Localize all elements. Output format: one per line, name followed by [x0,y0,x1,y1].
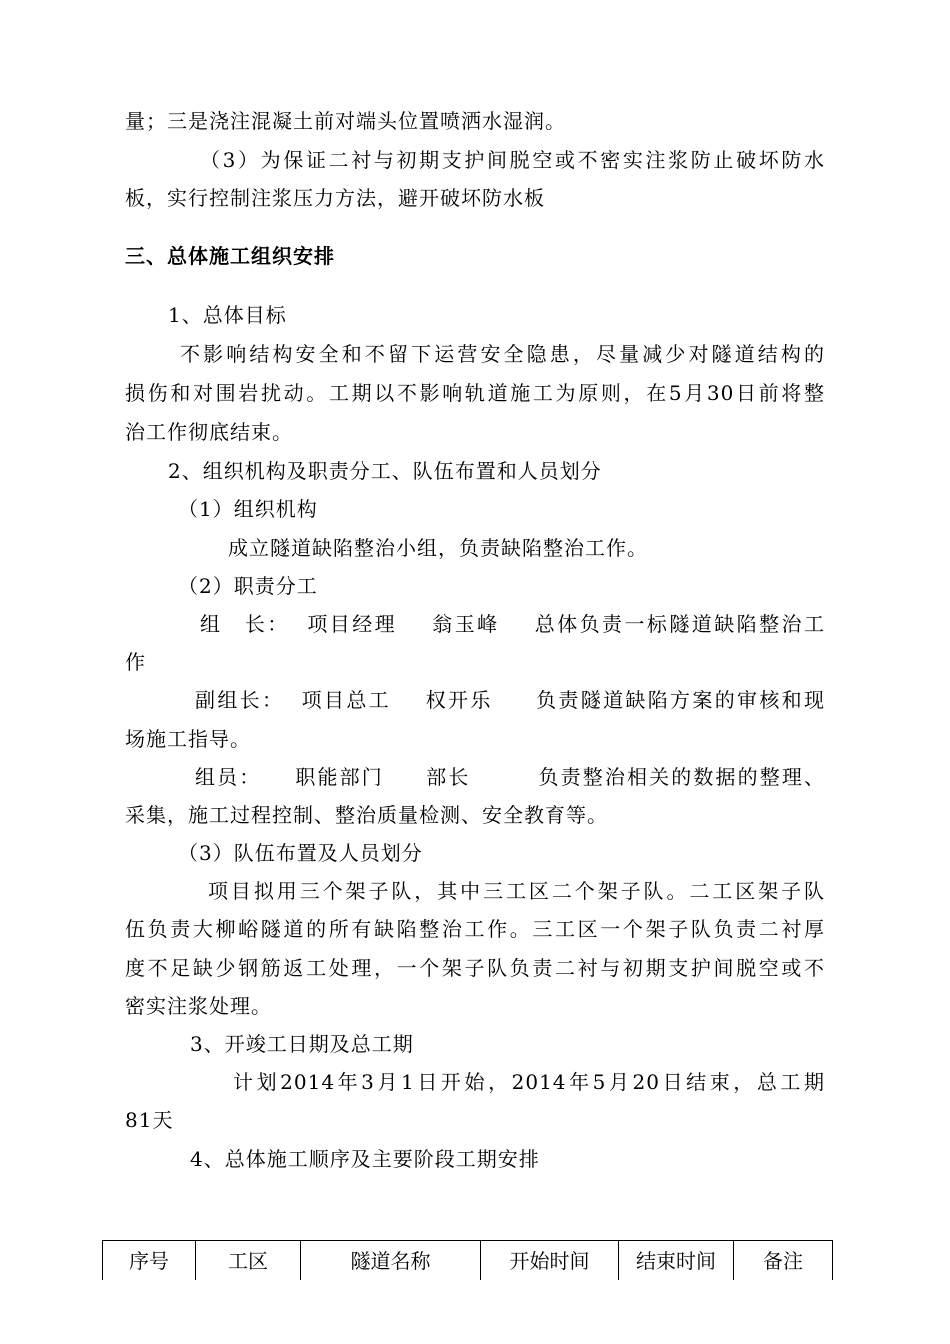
text-line: 场施工指导。 [125,727,251,751]
text-line: 1、总体目标 [168,303,287,327]
text-line: （3）为保证二衬与初期支护间脱空或不密实注浆防止破坏防水 [200,148,825,172]
text-line: 治工作彻底结束。 [125,420,293,444]
text-line: （3）队伍布置及人员划分 [178,841,423,865]
section-heading: 三、总体施工组织安排 [125,244,335,268]
text-line: 项目拟用三个架子队，其中三工区二个架子队。二工区架子队 [208,879,825,903]
table-header-cell: 开始时间 [481,1241,619,1281]
text-line: 损伤和对围岩扰动。工期以不影响轨道施工为原则，在5月30日前将整 [125,381,825,405]
schedule-table [102,1240,833,1280]
text-line: 计划2014年3月1日开始，2014年5月20日结束，总工期 [233,1070,825,1094]
text-line: 不影响结构安全和不留下运营安全隐患，尽量减少对隧道结构的 [180,342,825,366]
text-line: 2、组织机构及职责分工、队伍布置和人员划分 [168,459,602,483]
table-header-row [103,1241,833,1281]
text-line: 4、总体施工顺序及主要阶段工期安排 [190,1147,540,1171]
text-line: （2）职责分工 [178,574,318,598]
text-line: 副组长： 项目总工 权开乐 负责隧道缺陷方案的审核和现 [195,688,825,712]
text-line: 板，实行控制注浆压力方法，避开破坏防水板 [125,186,545,210]
text-line: （1）组织机构 [178,497,318,521]
text-line: 组 长： 项目经理 翁玉峰 总体负责一标隧道缺陷整治工 [200,612,825,636]
text-line: 密实注浆处理。 [125,994,272,1018]
text-line: 成立隧道缺陷整治小组，负责缺陷整治工作。 [228,536,648,560]
text-line: 作 [125,650,146,674]
text-line: 3、开竣工日期及总工期 [190,1032,414,1056]
text-line: 度不足缺少钢筋返工处理，一个架子队负责二衬与初期支护间脱空或不 [125,956,825,980]
text-line: 81天 [125,1108,174,1132]
text-line: 组员： 职能部门 部长 负责整治相关的数据的整理、 [195,765,825,789]
table-header-cell: 序号 [103,1241,196,1281]
text-line: 量；三是浇注混凝土前对端头位置喷洒水湿润。 [125,109,566,133]
text-line: 伍负责大柳峪隧道的所有缺陷整治工作。三工区一个架子队负责二衬厚 [125,917,825,941]
table-header-cell: 工区 [196,1241,301,1281]
text-line: 采集，施工过程控制、整治质量检测、安全教育等。 [125,803,608,827]
table-header-cell: 备注 [734,1241,833,1281]
table-header-cell: 结束时间 [619,1241,734,1281]
table-header-cell: 隧道名称 [301,1241,481,1281]
